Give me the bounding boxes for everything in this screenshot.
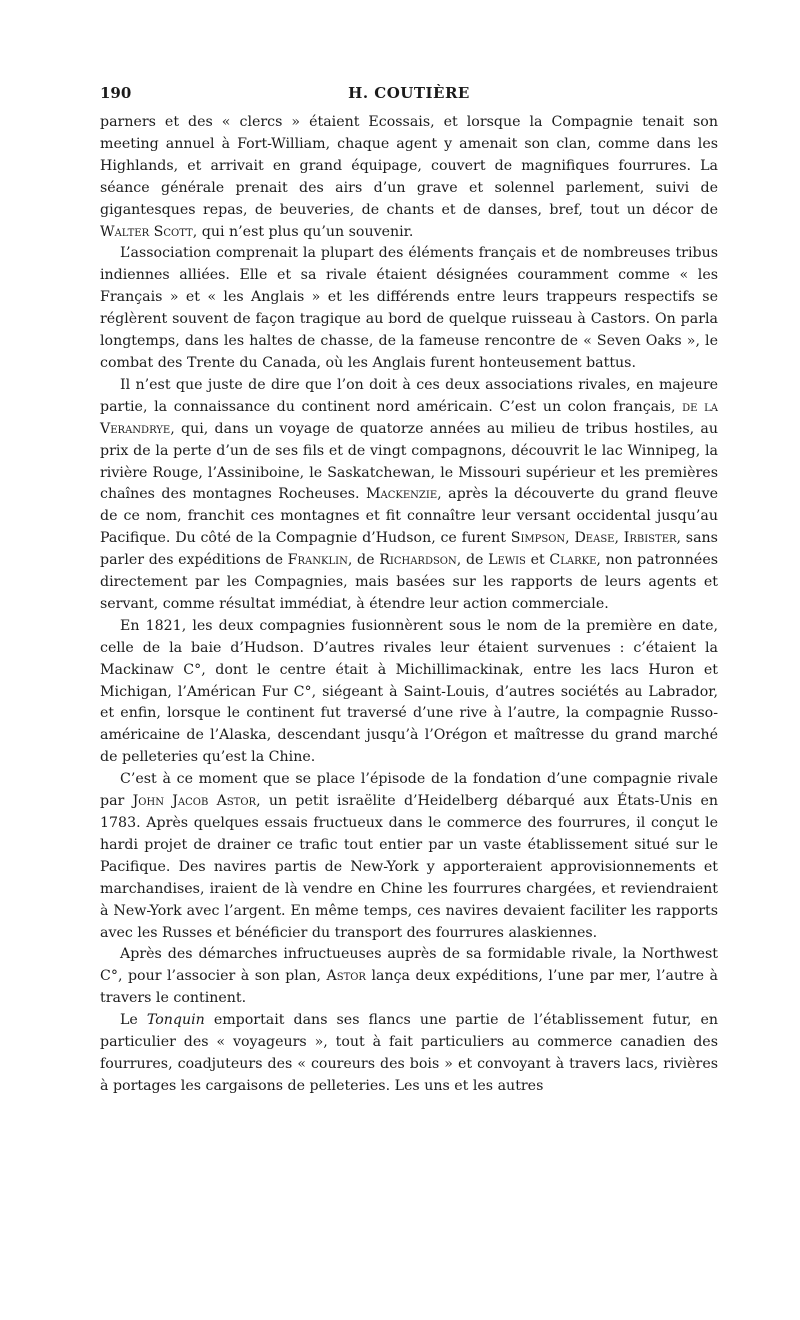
text-run: , après la découverte du grand fleuve de ce nom, franchit ces montagnes et fit connaître leur versant occidental jusqu’au Pacifique. Du côté de la Compagnie d’Hudson, ce furent <box>100 486 718 547</box>
paragraph <box>100 769 718 944</box>
paragraph <box>100 944 718 1010</box>
proper-name: Lewis <box>488 552 526 569</box>
proper-name: Walter Scott <box>100 223 193 240</box>
page-number: 190 <box>100 84 132 102</box>
book-page <box>100 84 718 1098</box>
text-run: , de <box>456 552 489 569</box>
proper-name: John Jacob Astor <box>132 793 257 810</box>
text-run: , un petit israëlite d’Heidelberg débarqué aux États-Unis en 1783. Après quelques essais fructueux dans le commerce des fourrures, il conçut le hardi projet de drainer ce trafic tout entier par un vaste établissement situé sur le Pacifique. Des navires partis de New-York y apporteraient approvisionnements et marchandises, iraient de là vendre en Chine les fourrures chargées, et reviendraient à New-York avec l’argent. En même temps, ces navires devaient faciliter les rapports avec les Russes et bénéficier du transport des fourrures alaskiennes. <box>100 793 718 941</box>
text-run: parners et des « clercs » étaient Ecossais, et lorsque la Compagnie tenait son meeting annuel à Fort-William, chaque agent y amenait son clan, comme dans les Highlands, et arrivait en grand équipage, couvert de magnifiques fourrures. La séance générale prenait des airs d’un grave et solennel parlement, suivi de gigantesques repas, de beuveries, de chants et de danses, bref, tout un décor de <box>100 114 718 218</box>
proper-name: Irbister <box>623 530 677 547</box>
text-run: Le <box>120 1012 147 1029</box>
text-run: , qui n’est plus qu’un souvenir. <box>192 223 414 240</box>
text-run: , <box>614 530 624 547</box>
proper-name: Simpson <box>510 530 566 547</box>
paragraph <box>100 375 718 616</box>
proper-name: Astor <box>326 968 366 985</box>
text-run: L’association comprenait la plupart des éléments français et de nombreuses tribus indiennes alliées. Elle et sa rivale étaient désignées couramment comme « les Français » et « les Anglais » et les différends entre leurs trappeurs respectifs se réglèrent souvent de façon tragique au bord de quelque ruisseau à Castors. On parla longtemps, dans les haltes de chasse, de la fameuse rencontre de « Seven Oaks », le combat des Trente du Canada, où les Anglais furent honteusement battus. <box>100 245 718 371</box>
text-run: emportait dans ses flancs une partie de l’établissement futur, en particulier des « voyageurs », tout à fait particuliers au commerce canadien des fourrures, coadjuteurs des « coureurs des bois » et convoyant à travers lacs, rivières à portages les cargaisons de pelleteries. Les uns et les autres <box>100 1012 718 1094</box>
running-head <box>100 84 718 110</box>
text-run: Il n’est que juste de dire que l’on doit à ces deux associations rivales, en majeure partie, la connaissance du continent nord américain. C’est un colon français, <box>100 376 718 415</box>
body-text <box>100 112 718 1098</box>
text-run: lança deux expéditions, l’une par mer, l’autre à travers le continent. <box>100 968 718 1007</box>
proper-name: Clarke <box>549 552 597 569</box>
text-run: En 1821, les deux compagnies fusionnèrent sous le nom de la première en date, celle de la baie d’Hudson. D’autres rivales leur étaient survenues : c’étaient la Mackinaw C°, dont le centre était à Michillimackinak, entre les lacs Huron et Michigan, l’Américan Fur C°, siégeant à Saint-Louis, d’autres sociétés au Labrador, et enfin, lorsque le continent fut traversé d’une rive à l’autre, la compagnie Russo-américaine de l’Alaska, descendant jusqu’à l’Orégon et maîtresse du grand marché de pelleteries qu’est la Chine. <box>100 617 718 766</box>
proper-name: Richardson <box>379 552 457 569</box>
proper-name: de la Verandrye <box>100 398 718 437</box>
proper-name: Franklin <box>287 552 348 569</box>
text-run: , de <box>347 552 380 569</box>
text-run: , qui, dans un voyage de quatorze années au milieu de tribus hostiles, au prix de la perte d’un de ses fils et de vingt compagnons, découvrit le lac Winnipeg, la rivière Rouge, l’Assiniboine, le Saskatchewan, le Missouri supérieur et les premières chaînes des montagnes Rocheuses. <box>100 420 718 503</box>
italic-text: Tonquin <box>146 1012 205 1029</box>
proper-name: Mackenzie <box>366 486 438 503</box>
paragraph <box>100 243 718 374</box>
proper-name: Dease <box>574 530 615 547</box>
text-run: , <box>565 530 575 547</box>
text-run: Après des démarches infructueuses auprès de sa formidable rivale, la Northwest C°, pour l’associer à son plan, <box>100 946 718 985</box>
paragraph <box>100 616 718 769</box>
text-run: et <box>525 552 550 569</box>
text-run: , sans parler des expéditions de <box>100 530 718 569</box>
running-title: H. COUTIÈRE <box>348 84 470 102</box>
text-run: C’est à ce moment que se place l’épisode de la fondation d’une compagnie rivale par <box>100 771 718 810</box>
paragraph <box>100 1010 718 1098</box>
paragraph <box>100 112 718 243</box>
text-run: , non patronnées directement par les Compagnies, mais basées sur les rapports de leurs agents et servant, comme résultat immédiat, à étendre leur action commerciale. <box>100 552 718 612</box>
